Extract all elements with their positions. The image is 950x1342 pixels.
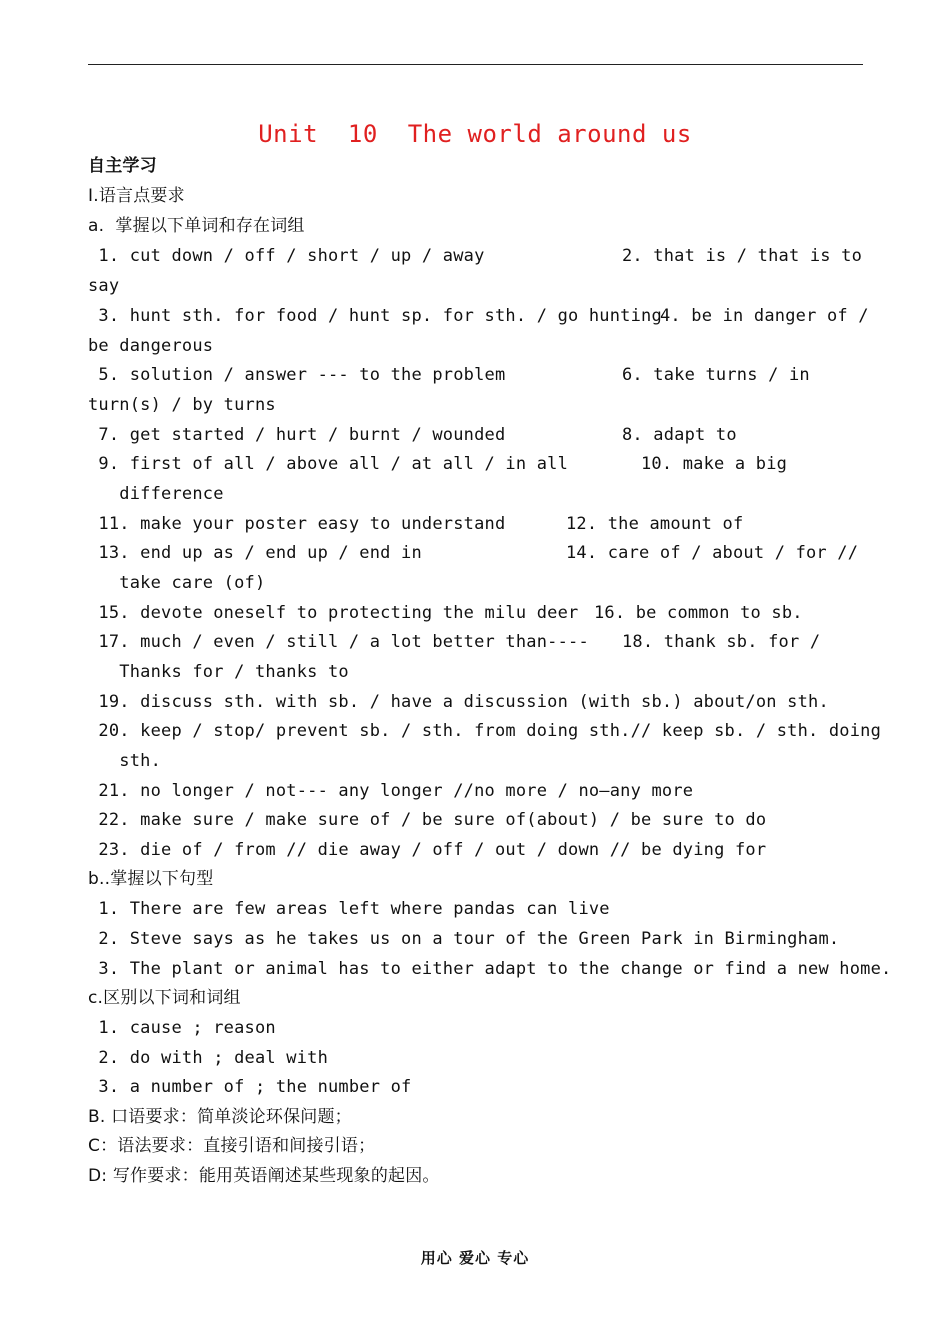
b-item-3: 3. The plant or animal has to either adapt to the change or find a new home. [88, 959, 892, 979]
a-item-21: 21. no longer / not--- any longer //no more / no—any more [88, 781, 694, 801]
page-footer: 用心 爱心 专心 [420, 1249, 530, 1267]
part-b-heading: b..掌握以下句型 [88, 869, 214, 889]
a-item-15: 15. devote oneself to protecting the milu deer [88, 603, 579, 623]
a-item-6: 6. take turns / in [622, 365, 810, 385]
a-item-2-cont: say [88, 276, 120, 296]
a-item-18: 18. thank sb. for / [622, 632, 821, 652]
a-item-13: 13. end up as / end up / end in [88, 543, 422, 563]
a-item-10-cont: difference [88, 484, 224, 504]
requirement-c: C：语法要求：直接引语和间接引语； [88, 1136, 376, 1156]
a-item-11: 11. make your poster easy to understand [88, 514, 506, 534]
part-a-heading: a. 掌握以下单词和存在词组 [88, 216, 305, 236]
a-item-18-cont: Thanks for / thanks to [88, 662, 349, 682]
a-item-22: 22. make sure / make sure of / be sure of(about) / be sure to do [88, 810, 767, 830]
section-heading: 自主学习 [88, 156, 157, 176]
a-item-19: 19. discuss sth. with sb. / have a discussion (with sb.) about/on sth. [88, 692, 829, 712]
a-item-2: 2. that is / that is to [622, 246, 863, 266]
a-item-23: 23. die of / from // die away / off / out / down // be dying for [88, 840, 767, 860]
a-item-12: 12. the amount of [566, 514, 744, 534]
header-rule [88, 64, 863, 65]
a-item-6-cont: turn(s) / by turns [88, 395, 276, 415]
b-item-2: 2. Steve says as he takes us on a tour of the Green Park in Birmingham. [88, 929, 840, 949]
a-item-9: 9. first of all / above all / at all / in all [88, 454, 569, 474]
a-item-16: 16. be common to sb. [594, 603, 803, 623]
requirement-b: B. 口语要求：简单淡论环保问题； [88, 1107, 352, 1127]
a-item-14: 14. care of / about / for // [566, 543, 859, 563]
a-item-1: 1. cut down / off / short / up / away [88, 246, 485, 266]
page-title: Unit 10 The world around us [258, 120, 692, 148]
a-item-3: 3. hunt sth. for food / hunt sp. for sth. / go hunting [88, 306, 662, 326]
c-item-2: 2. do with ; deal with [88, 1048, 329, 1068]
a-item-7: 7. get started / hurt / burnt / wounded [88, 425, 506, 445]
a-item-4: 4. be in danger of / [660, 306, 869, 326]
a-item-20: 20. keep / stop/ prevent sb. / sth. from doing sth.// keep sb. / sth. doing [88, 721, 882, 741]
a-item-17: 17. much / even / still / a lot better than---- [88, 632, 589, 652]
b-item-1: 1. There are few areas left where pandas can live [88, 899, 610, 919]
a-item-14-cont: take care (of) [88, 573, 266, 593]
requirement-d: D: 写作要求：能用英语阐述某些现象的起因。 [88, 1166, 440, 1186]
a-item-20-cont: sth. [88, 751, 162, 771]
part-c-heading: c.区别以下词和词组 [88, 988, 241, 1008]
a-item-5: 5. solution / answer --- to the problem [88, 365, 506, 385]
a-item-10: 10. make a big [641, 454, 788, 474]
a-item-4-cont: be dangerous [88, 336, 214, 356]
a-item-8: 8. adapt to [622, 425, 737, 445]
part1-heading: I.语言点要求 [88, 186, 185, 206]
c-item-1: 1. cause ; reason [88, 1018, 276, 1038]
c-item-3: 3. a number of ; the number of [88, 1077, 412, 1097]
